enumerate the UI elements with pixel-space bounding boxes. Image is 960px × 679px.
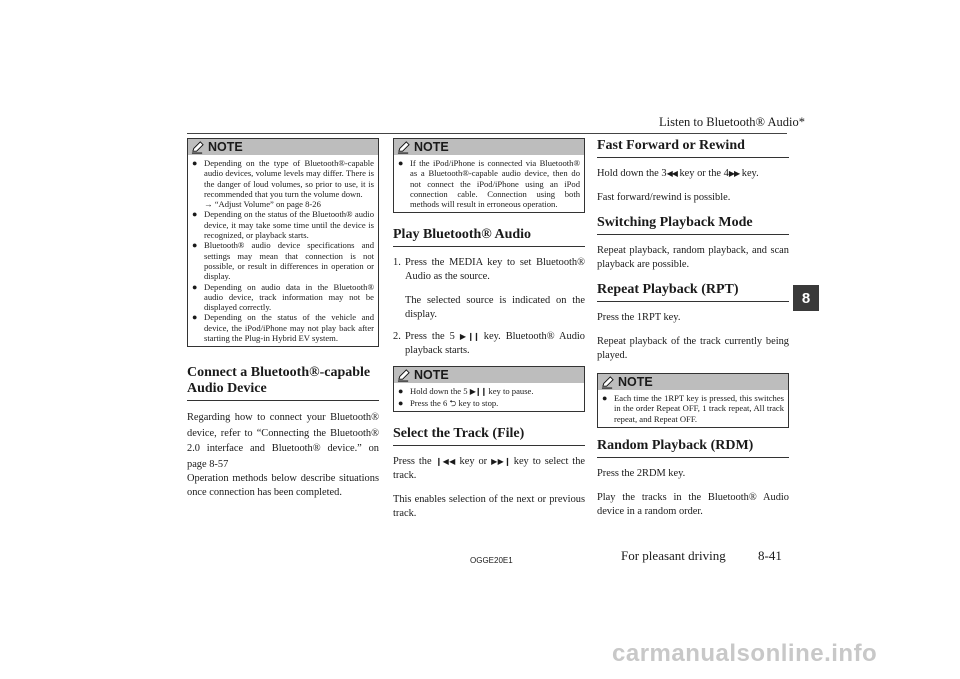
note-box [393, 366, 585, 412]
running-header: Listen to Bluetooth® Audio* [659, 115, 805, 129]
body-text: Operation methods below describe situations once connection has been completed. [187, 473, 379, 499]
note-label: NOTE [618, 375, 653, 389]
header-rule [187, 133, 787, 134]
note-box [393, 138, 585, 213]
note-header [394, 367, 584, 383]
note-header [188, 139, 378, 155]
note-label: NOTE [414, 368, 449, 383]
body-text: Press the 1RPT key. [597, 312, 681, 323]
section-title: Fast Forward or Rewind [597, 138, 789, 158]
note-pencil-icon [191, 141, 204, 154]
column-2 [393, 138, 585, 531]
rewind-icon: ◀◀ [666, 169, 677, 178]
footer-section-name: For pleasant driving [621, 548, 726, 563]
body-text: This enables selection of the next or previous track. [393, 494, 585, 520]
note-label: NOTE [208, 140, 243, 154]
section-title: Connect a Bluetooth®-capable Audio Device [187, 361, 379, 401]
repeat-icon: ⮌ [449, 397, 457, 408]
body-text: Fast forward/rewind is possible. [597, 192, 731, 203]
play-pause-icon: ▶❙❙ [459, 332, 479, 342]
fast-forward-icon: ▶▶ [728, 169, 740, 178]
section-title: Play Bluetooth® Audio [393, 227, 585, 247]
note-item: ● Depending on the status of the vehicle and device, the iPod/iPhone may not play back after starting the Plug-in Hybrid EV system. [192, 312, 374, 344]
section-title: Switching Playback Mode [597, 215, 789, 235]
play-pause-icon: ▶❙❙ [469, 387, 487, 397]
chapter-tab: 8 [793, 285, 819, 311]
section-title: Repeat Playback (RPT) [597, 282, 789, 302]
note-item: ● If the iPod/iPhone is connected via Bluetooth® as a Bluetooth®-capable audio device, then do not connect the iPod/iPhone using an iPod connection cable. Connection using both methods will result in erroneous operation. [398, 158, 580, 210]
body-text: Press the ❙◀◀ key or ▶▶❙ key to select the track. [393, 456, 586, 482]
body-text: Hold down the 3◀◀ key or the 4▶▶ key. [597, 168, 759, 179]
body-text: Repeat playback of the track currently being played. [597, 336, 789, 361]
step-2: 2. Press the 5 ▶❙❙ key. Bluetooth® Audio playback starts. [393, 331, 585, 357]
note-item: ● Each time the 1RPT key is pressed, this switches in the order Repeat OFF, 1 track repeat, All track repeat, and Repeat OFF. [602, 393, 784, 424]
note-header [394, 139, 584, 155]
note-item: ● Hold down the 5 ▶❙❙ key to pause. [398, 386, 534, 397]
note-item: ● Depending on the status of the Bluetooth® audio device, it may take some time until the device is recognized, or playback starts. [192, 209, 374, 241]
document-code: OGGE20E1 [470, 556, 513, 565]
cross-reference-link[interactable]: → “Adjust Volume” on page 8-26 [204, 199, 321, 210]
note-item: ● Bluetooth® audio device specifications and settings may mean that connection is not possible, or result in differences in operation or display. [192, 240, 374, 282]
body-text: Press the 2RDM key. [597, 467, 686, 479]
note-pencil-icon [601, 376, 614, 389]
note-box [597, 373, 789, 428]
note-item: ● Press the 6 ⮌ key to stop. [398, 397, 499, 408]
page-number: 8-41 [758, 548, 782, 563]
note-pencil-icon [397, 369, 410, 382]
next-track-icon: ▶▶❙ [491, 457, 510, 467]
note-pencil-icon [397, 141, 410, 154]
body-text: Play the tracks in the Bluetooth® Audio device in a random order. [597, 491, 789, 517]
column-1 [187, 138, 379, 510]
watermark: carmanualsonline.info [612, 640, 878, 667]
note-label: NOTE [414, 140, 449, 154]
section-title: Random Playback (RDM) [597, 438, 789, 458]
column-3 [597, 138, 789, 529]
section-title: Select the Track (File) [393, 426, 585, 446]
note-header [598, 374, 788, 390]
body-text: Repeat playback, random playback, and scan playback are possible. [597, 245, 789, 270]
note-item: ● Depending on the type of Bluetooth®-capable audio devices, volume levels may differ. There is the danger of loud volumes, so prior to use, it is recommended that you turn the volume down. → “Adjust Volume” on page 8-26 [192, 158, 374, 210]
step-1: 1. Press the MEDIA key to set Bluetooth® Audio as the source. The selected source is indicated on the display. [393, 257, 585, 321]
note-box [187, 138, 379, 347]
prev-track-icon: ❙◀◀ [435, 457, 456, 467]
note-item: ● Depending on audio data in the Bluetooth® audio device, track information may not be displayed correctly. [192, 281, 374, 313]
body-text: Regarding how to connect your Bluetooth® device, refer to “Connecting the Bluetooth® 2.0 interface and Bluetooth® device.” on page 8-57 [187, 412, 379, 470]
